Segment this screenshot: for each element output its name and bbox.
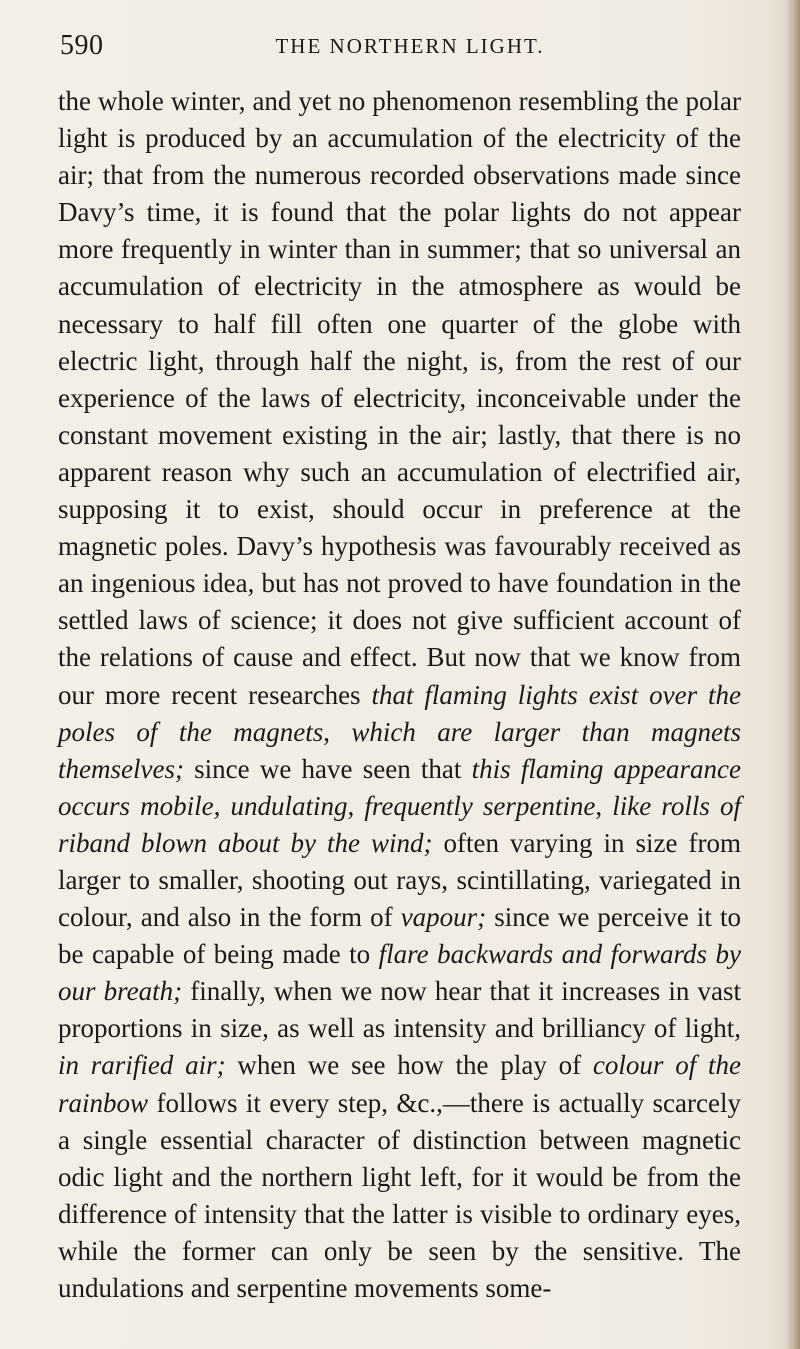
body-text: [58, 83, 741, 1307]
italic-run: that flaming lights exist over the poles of the magnets, which are larger than magnets themselves;: [58, 679, 741, 784]
paragraph: [58, 83, 741, 1307]
page-edge-shadow: [786, 0, 800, 1349]
running-title: THE NORTHERN LIGHT.: [275, 34, 545, 58]
text-run: the whole winter, and yet no phenomenon resembling the polar light is produced by an accumulation of the electricity of the air; that from the numerous recorded observations made since Davy’s time, it is found that the polar lights do not appear more frequently in winter than in summer; that so universal an accumulation of electricity in the atmosphere as would be necessary to half fill often one quarter of the globe with electric light, through half the night, is, from the rest of our experience of the laws of electricity, inconceivable under the constant movement existing in the air; lastly, that there is no apparent reason why such an accumulation of electrified air, supposing it to exist, should occur in preference at the magnetic poles. Davy’s hypothesis was favourably received as an ingenious idea, but has not proved to have foundation in the settled laws of science; it does not give sufficient account of the relations of cause and effect. But now that we know from our more recent researches: [58, 86, 741, 710]
italic-run: vapour;: [400, 902, 487, 933]
text-run: when we see how the play of: [225, 1050, 593, 1081]
text-run: often varying in size from larger to smaller, shooting out rays, scintillating, variegated in colour, and also in the form of: [58, 827, 741, 933]
text-run: follows it every step, &c.,—there is actually scarcely a single essential character of distinction between magnetic odic light and the northern light left, for it would be from the difference of intensity that the latter is visible to ordinary eyes, while the former can only be seen by the sensitive. The undulations and serpentine movements some-: [58, 1087, 741, 1303]
text-run: since we have seen that: [183, 753, 472, 784]
italic-run: this flaming appearance occurs mobile, undulating, frequently serpentine, like rolls of riband blown about by the wind;: [58, 753, 741, 858]
text-run: finally, when we now hear that it increases in vast proportions in size, as well as intensity and brilliancy of light,: [58, 976, 742, 1044]
italic-run: in rarified air;: [58, 1050, 226, 1081]
text-run: since we perceive it to be capable of being made to: [58, 902, 741, 970]
page-number: 590: [60, 30, 104, 61]
italic-run: colour of the rainbow: [58, 1050, 741, 1118]
page-header: [60, 30, 760, 66]
italic-run: flare backwards and forwards by our breath;: [58, 939, 742, 1007]
